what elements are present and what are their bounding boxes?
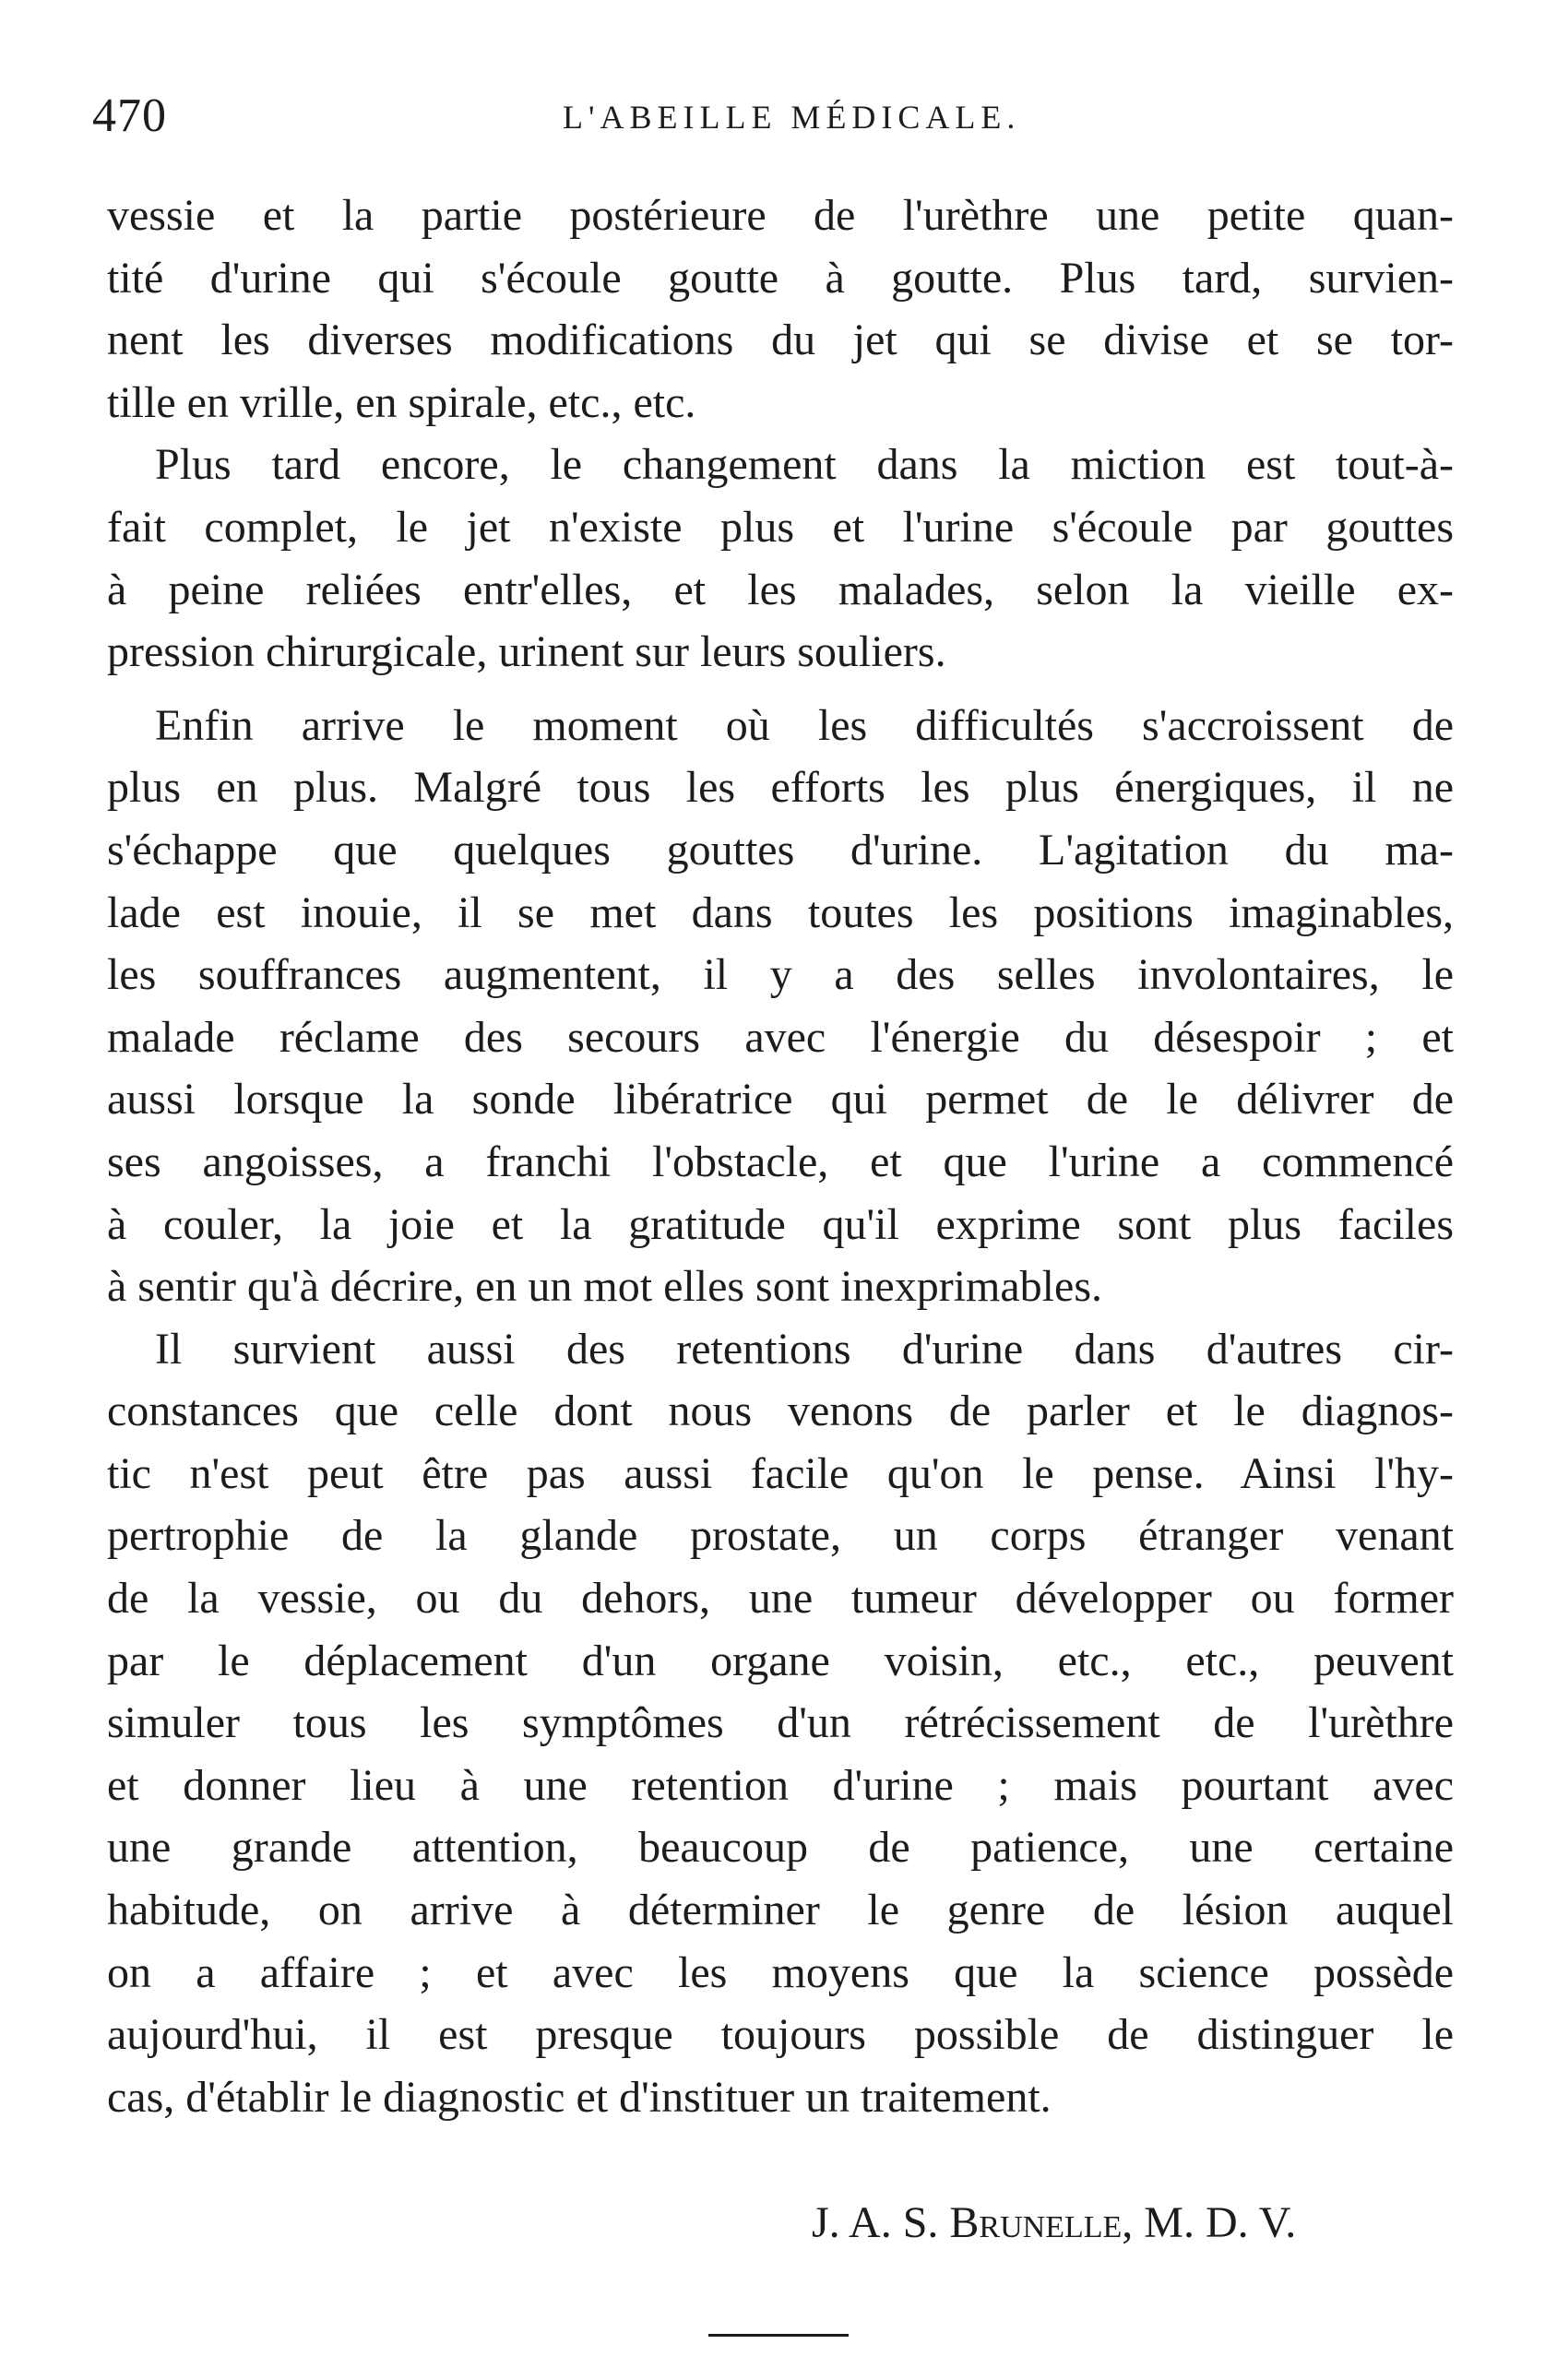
text-line: simuler tous les symptômes d'un rétrécissement de l'urèthre	[107, 1698, 1454, 1748]
signature-name: Brunelle	[949, 2198, 1123, 2247]
author-signature	[812, 2196, 1296, 2251]
text-line: tille en vrille, en spirale, etc., etc.	[107, 377, 696, 427]
text-line: de la vessie, ou du dehors, une tumeur développer ou former	[107, 1574, 1454, 1624]
text-line: Enfin arrive le moment où les difficultés s'accroissent de	[155, 700, 1454, 750]
text-line: pertrophie de la glande prostate, un corps étranger venant	[107, 1511, 1454, 1561]
text-line: tité d'urine qui s'écoule goutte à goutte. Plus tard, survien-	[107, 253, 1454, 303]
paragraph	[107, 184, 1454, 434]
text-line: nent les diverses modifications du jet qui se divise et se tor-	[107, 315, 1454, 365]
text-line: à peine reliées entr'elles, et les malades, selon la vieille ex-	[107, 565, 1454, 614]
text-line: aussi lorsque la sonde libératrice qui permet de le délivrer de	[107, 1075, 1454, 1125]
text-line: s'échappe que quelques gouttes d'urine. L'agitation du ma-	[107, 825, 1454, 875]
running-head	[92, 89, 1448, 144]
paragraph	[107, 695, 1454, 1318]
text-line: plus en plus. Malgré tous les efforts les plus énergiques, il ne	[107, 763, 1454, 813]
page-number: 470	[92, 89, 167, 142]
text-line: les souffrances augmentent, il y a des selles involontaires, le	[107, 950, 1454, 1000]
text-line: habitude, on arrive à déterminer le genre de lésion auquel	[107, 1886, 1454, 1935]
text-line: on a affaire ; et avec les moyens que la science possède	[107, 1947, 1454, 1997]
text-line: une grande attention, beaucoup de patience, une certaine	[107, 1823, 1454, 1873]
paragraph	[107, 1318, 1454, 2129]
text-line: constances que celle dont nous venons de parler et le diagnos-	[107, 1386, 1454, 1436]
text-line: à couler, la joie et la gratitude qu'il exprime sont plus faciles	[107, 1199, 1454, 1249]
signature-credentials: , M. D. V.	[1122, 2198, 1297, 2247]
text-line: fait complet, le jet n'existe plus et l'urine s'écoule par gouttes	[107, 502, 1454, 552]
text-line: et donner lieu à une retention d'urine ; mais pourtant avec	[107, 1760, 1454, 1810]
journal-title: L'ABEILLE MÉDICALE.	[563, 99, 1021, 136]
text-line: par le déplacement d'un organe voisin, etc., etc., peuvent	[107, 1636, 1454, 1685]
text-line: Il survient aussi des retentions d'urine dans d'autres cir-	[155, 1324, 1454, 1374]
text-line: aujourd'hui, il est presque toujours possible de distinguer le	[107, 2010, 1454, 2060]
paragraph-gap	[107, 684, 1454, 695]
text-line: cas, d'établir le diagnostic et d'instituer un traitement.	[107, 2072, 1052, 2122]
text-line: lade est inouie, il se met dans toutes les positions imaginables,	[107, 887, 1454, 937]
paragraph	[107, 434, 1454, 683]
text-line: tic n'est peut être pas aussi facile qu'on le pense. Ainsi l'hy-	[107, 1448, 1454, 1498]
text-line: pression chirurgicale, urinent sur leurs souliers.	[107, 627, 946, 677]
signature-initials: J. A. S.	[812, 2198, 939, 2247]
text-line: à sentir qu'à décrire, en un mot elles sont inexprimables.	[107, 1262, 1102, 1312]
text-line: malade réclame des secours avec l'énergie du désespoir ; et	[107, 1012, 1454, 1062]
end-rule	[708, 2334, 849, 2337]
text-line: vessie et la partie postérieure de l'urèthre une petite quan-	[107, 191, 1454, 240]
text-line: ses angoisses, a franchi l'obstacle, et que l'urine a commencé	[107, 1136, 1454, 1186]
body-text	[107, 184, 1454, 2128]
text-line: Plus tard encore, le changement dans la miction est tout-à-	[155, 440, 1454, 490]
